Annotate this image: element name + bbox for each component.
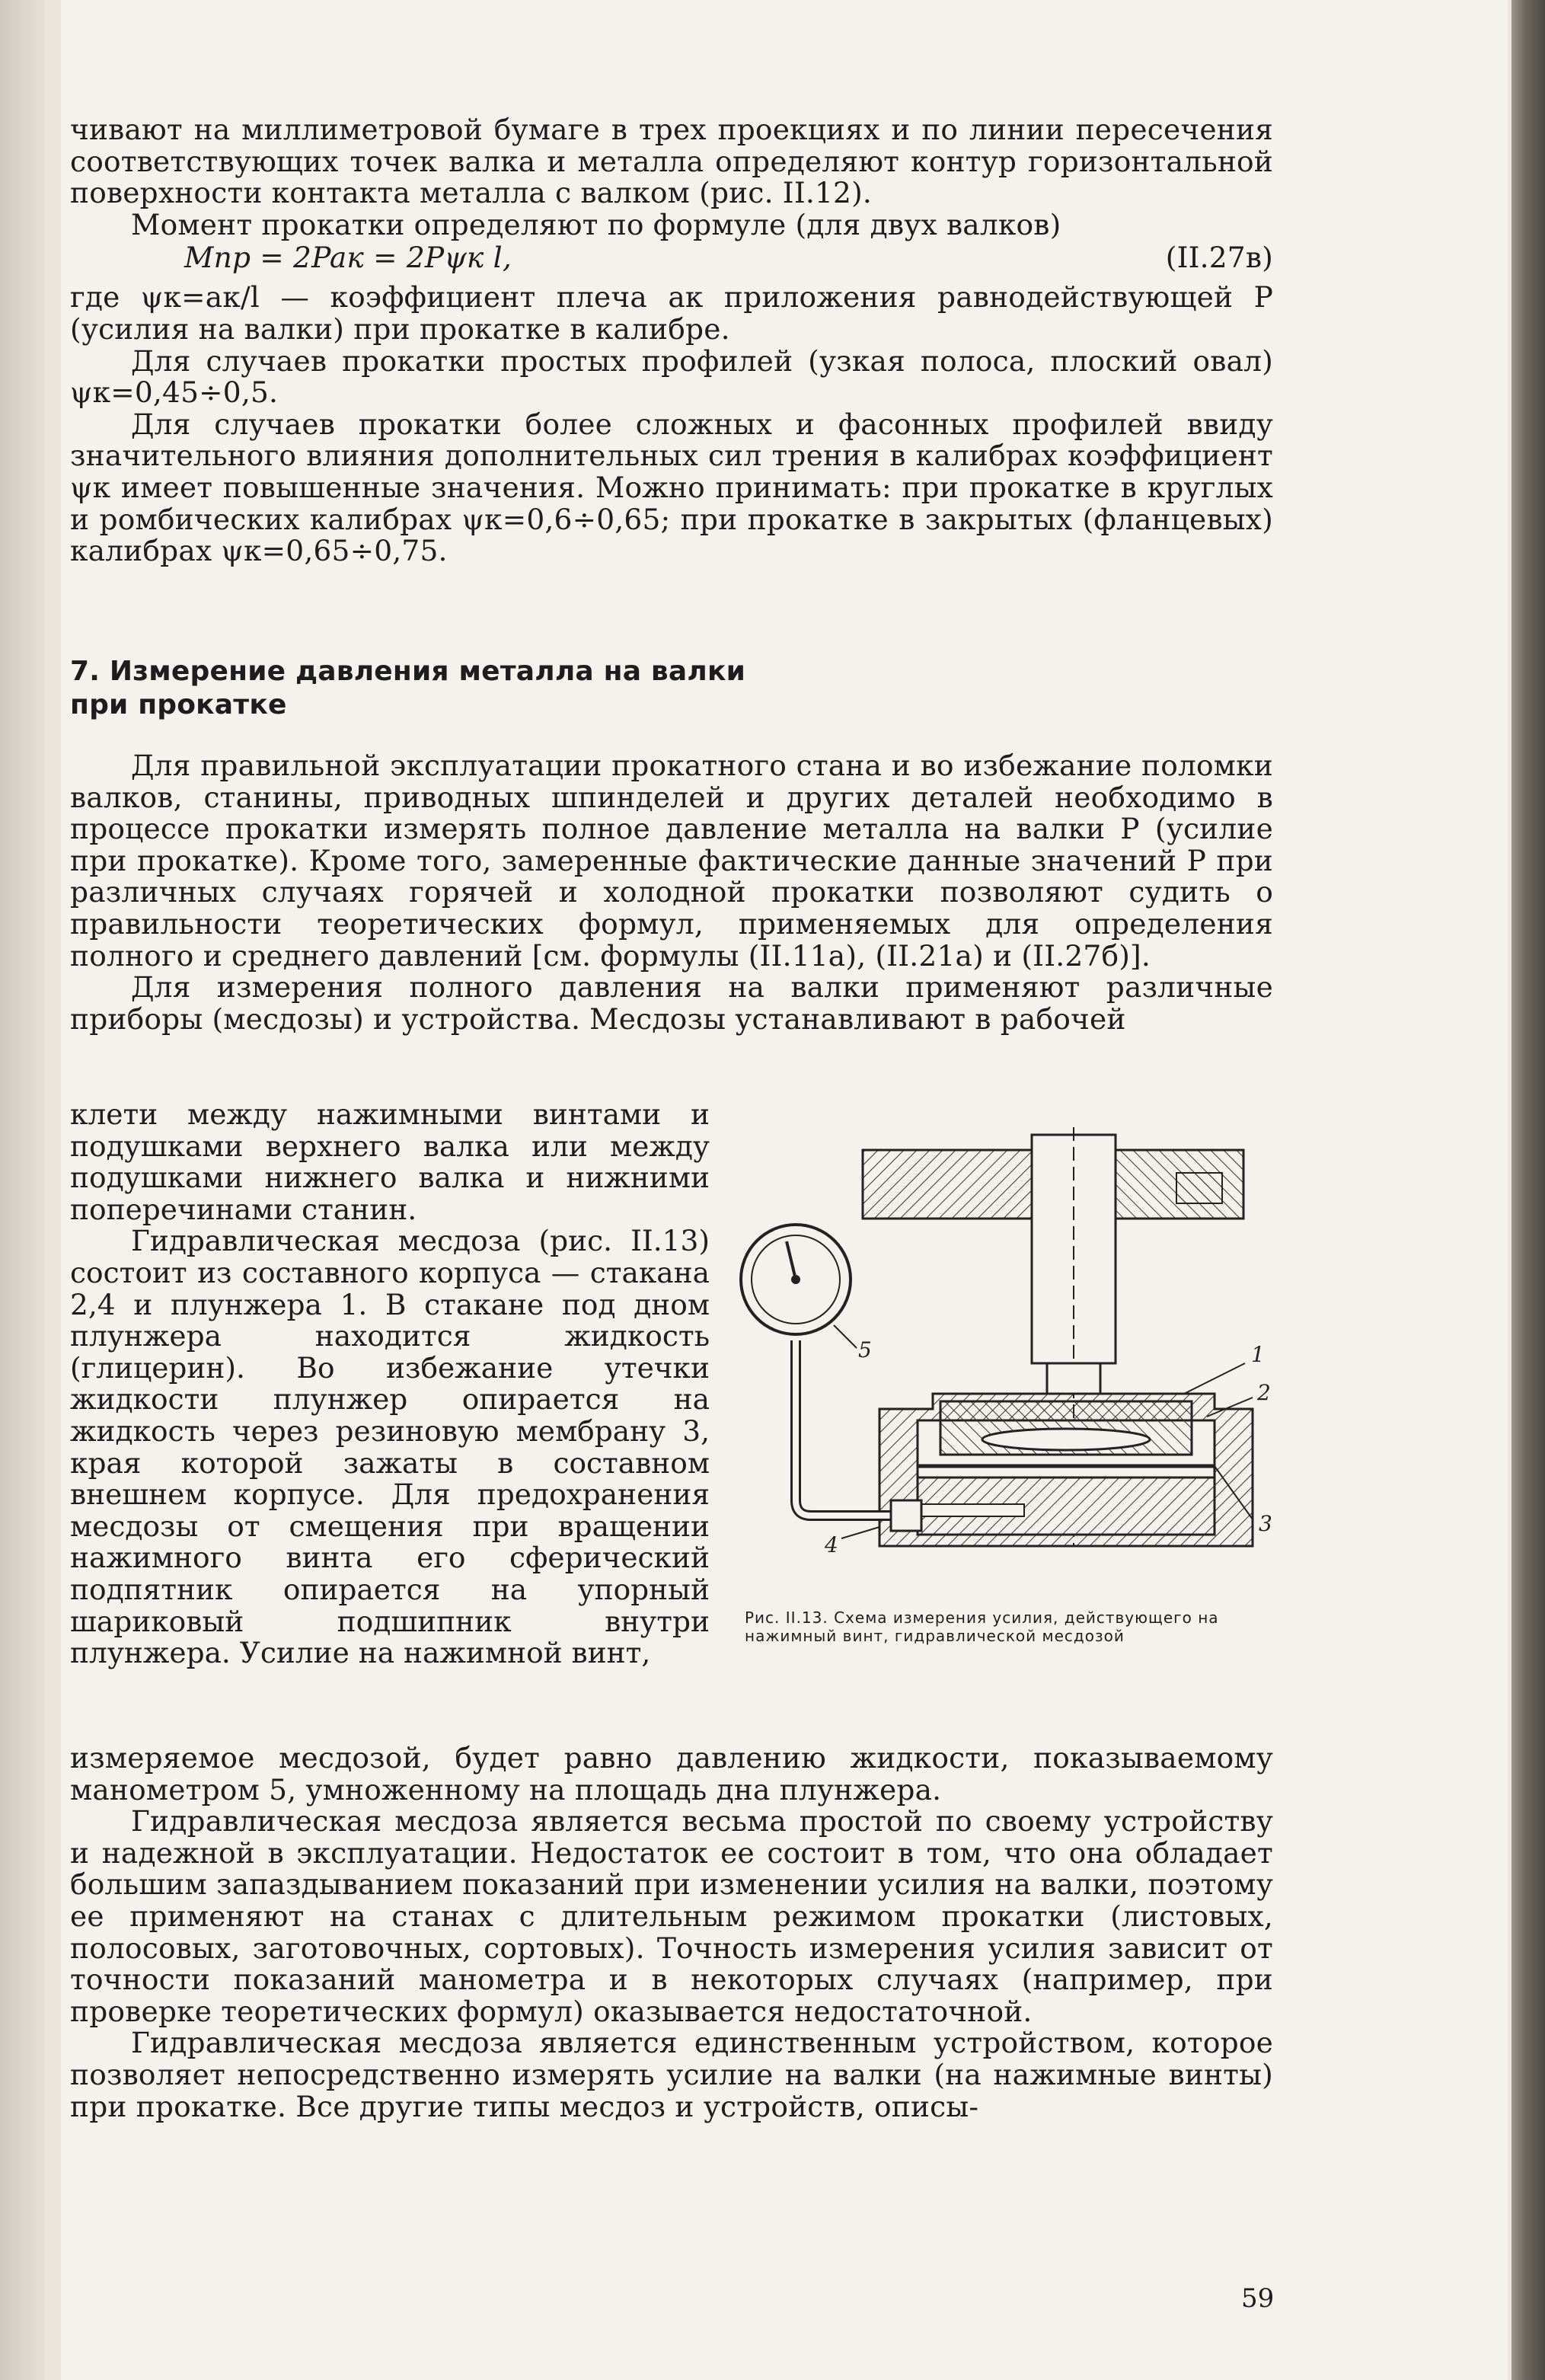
book-binding-shadow: [1511, 0, 1545, 2380]
formula-number: (II.27в): [1165, 241, 1273, 275]
page-number: 59: [1241, 2283, 1275, 2314]
section-heading-line1: 7. Измерение давления металла на валки: [70, 656, 746, 687]
page-gutter: [0, 0, 44, 2380]
paragraph-placement: клети между нажимными винтами и подушками верхнего валка или между подушками нижнего валка и нижними поперечинами станин.: [70, 1097, 710, 1226]
paragraph-complex-profiles: Для случаев прокатки более сложных и фасонных профилей ввиду значительного влияния дополнительных сил трения в калибрах коэффициент ψк имеет повышенные значения. Можно принимать: при прокатке в круглых и ромбических калибрах ψк=0,6÷0,65; при прокатке в закрытых (фланцевых) калибрах ψк=0,65÷0,75.: [70, 407, 1273, 568]
label-2: 2: [1257, 1380, 1271, 1405]
paragraph-unique: Гидравлическая месдоза является единственным устройством, которое позволяет непосредственно измерять усилие на валки (на нажимные винты) при прокатке. Все другие типы месдоз и устройств, описы-: [70, 2026, 1273, 2123]
paragraph-instruments: Для измерения полного давления на валки применяют различные приборы (месдозы) и устройства. Месдозы устанавливают в рабочей: [70, 970, 1273, 1036]
paragraph-continued: измеряемое месдозой, будет равно давлению жидкости, показываемому манометром 5, умноженному на площадь дна плунжера.: [70, 1741, 1273, 1807]
label-1: 1: [1251, 1342, 1265, 1367]
paragraph-purpose: Для правильной эксплуатации прокатного стана и во избежание поломки валков, станины, приводных шпинделей и других деталей необходимо в процессе прокатки измерять полное давление металла на валки P (усилие при прокатке). Кроме того, замеренные фактические данные значений P при различных случаях горячей и холодной прокатки позволяют судить о правильности теоретических формул, применяемых для определения полного и среднего давлений [см. формулы (II.11а), (II.21а) и (II.27б)].: [70, 749, 1273, 973]
fitting: [891, 1500, 921, 1531]
label-3: 3: [1259, 1511, 1272, 1536]
continued-text-block: [70, 1743, 1273, 2123]
fluid-channel: [918, 1504, 1024, 1516]
paragraph-simple-profiles: Для случаев прокатки простых профилей (узкая полоса, плоский овал) ψк=0,45÷0,5.: [70, 343, 1273, 410]
section-heading: [70, 655, 1273, 722]
section-heading-line2: при прокатке: [70, 689, 287, 720]
section-body: [70, 750, 1273, 1035]
label-5: 5: [858, 1337, 872, 1363]
wrap-text-block: [70, 1099, 710, 1669]
paragraph-moment: Момент прокатки определяют по формуле (для двух валков): [131, 207, 1061, 241]
figure-hydraulic-load-cell: [727, 1120, 1275, 1577]
formula-expression: Mпр = 2Paк = 2Pψк l,: [184, 241, 512, 275]
paragraph-advantages: Гидравлическая месдоза является весьма простой по своему устройству и надежной в эксплуатации. Недостаток ее состоит в том, что она обладает большим запаздыванием показаний при изменении усилия на валки, поэтому ее применяют на станах с длительным режимом прокатки (листовых, полосовых, заготовочных, сортовых). Точность измерения усилия зависит от точности показаний манометра и в некоторых случаях (например, при проверке теоретических формул) оказывается недостаточной.: [70, 1804, 1273, 2028]
paragraph-continuation: чивают на миллиметровой бумаге в трех проекциях и по линии пересечения соответствующих точек валка и металла определяют контур горизонтальной поверхности контакта металла с валком (рис. II.12).: [70, 113, 1273, 210]
formula-II27v: [70, 242, 1273, 279]
figure-caption: Рис. II.13. Схема измерения усилия, действующего на нажимный винт, гидравлической месдозой: [745, 1608, 1219, 1645]
label-4: 4: [825, 1532, 838, 1557]
bearing: [982, 1429, 1150, 1450]
screw-tip: [1047, 1363, 1100, 1394]
paragraph-hydraulic: Гидравлическая месдоза (рис. II.13) состоит из составного корпуса — стакана 2,4 и плунжера 1. В стакане под дном плунжера находится жидкость (глицерин). Во избежание утечки жидкости плунжер опирается на жидкость через резиновую мембрану 3, края которой зажаты в составном внешнем корпусе. Для предохранения месдозы от смещения при вращении нажимного винта его сферический подпятник опирается на упорный шариковый подшипник внутри плунжера. Усилие на нажимной винт,: [70, 1224, 710, 1670]
small-block: [1176, 1173, 1222, 1203]
top-text-block: [70, 114, 1273, 567]
section-heading-block: [70, 655, 1273, 722]
paragraph-where: где ψк=aк/l — коэффициент плеча aк приложения равнодействующей P (усилия на валки) при прокатке в калибре.: [70, 280, 1273, 346]
